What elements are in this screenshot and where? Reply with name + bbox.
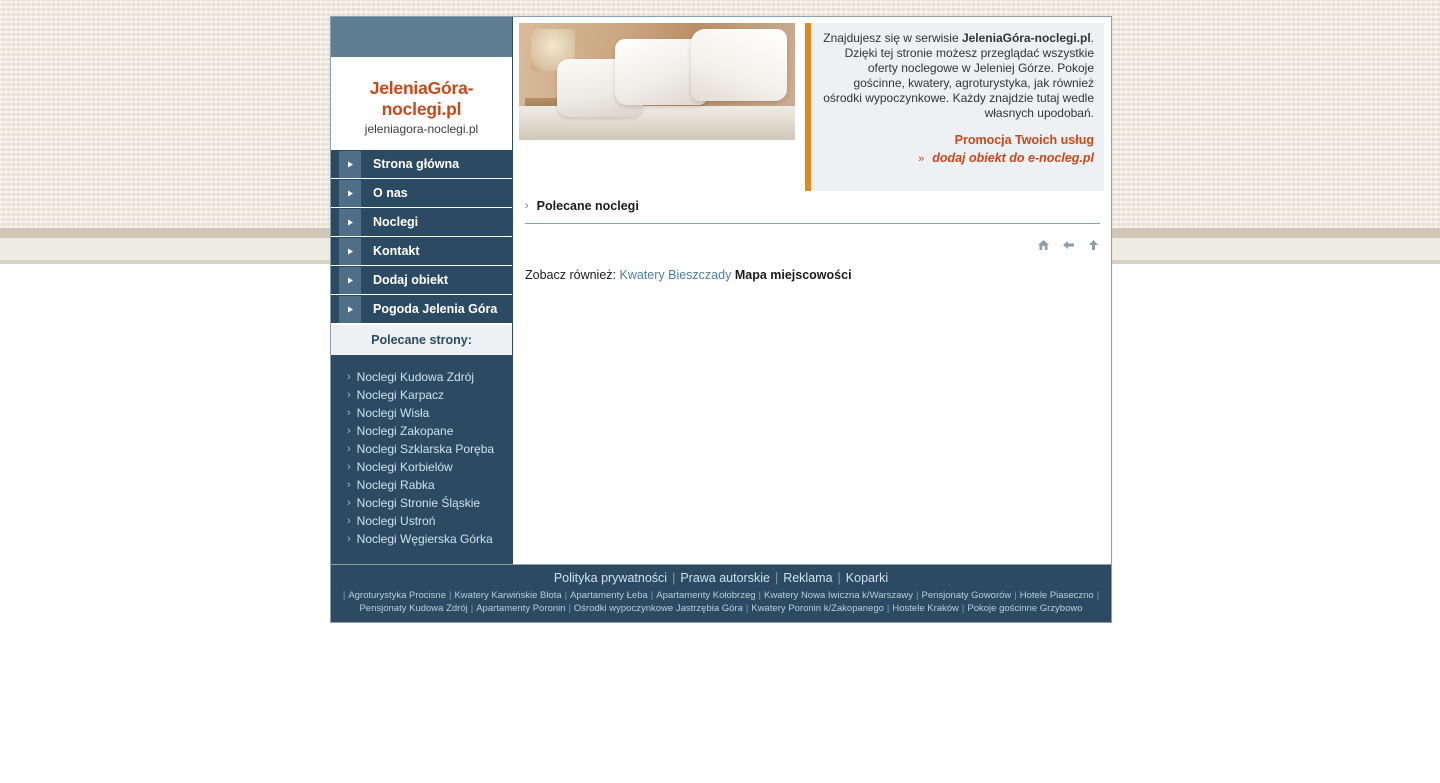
back-arrow-icon[interactable] <box>1062 239 1075 254</box>
list-item[interactable] <box>331 422 512 440</box>
list-item[interactable] <box>331 512 512 530</box>
footer-link-reklama[interactable]: Reklama <box>783 571 833 585</box>
footer-partner-link[interactable]: Apartamenty Kołobrzeg <box>656 590 756 601</box>
list-item[interactable] <box>331 386 512 404</box>
hero-photo-bedroom <box>519 23 795 140</box>
list-item[interactable] <box>331 530 512 548</box>
footer-link-koparki[interactable]: Koparki <box>845 571 889 585</box>
chevron-right-icon: › <box>347 533 351 545</box>
intro-paragraph <box>823 31 1094 121</box>
page-layout <box>331 17 1111 564</box>
footer-separator: | <box>342 590 346 601</box>
nav-item-o-nas[interactable] <box>331 179 512 208</box>
see-also-label: Zobacz również: <box>525 268 620 282</box>
footer-separator: | <box>774 571 779 585</box>
footer-partner-link[interactable]: Hotele Piaseczno <box>1019 590 1094 601</box>
chevron-right-icon: › <box>347 461 351 473</box>
photo-pillow-right <box>691 29 787 101</box>
see-also-link-mapa-miejscowosci[interactable]: Mapa miejscowości <box>734 268 852 282</box>
footer-link-polityka-prywatnosci[interactable]: Polityka prywatności <box>553 571 668 585</box>
nav-item-dodaj-obiekt[interactable] <box>331 266 512 295</box>
double-chevron-icon: » <box>918 153 925 165</box>
home-icon[interactable] <box>1037 239 1050 254</box>
list-item-label: Noclegi Ustroń <box>356 514 436 528</box>
chevron-right-icon: › <box>347 425 351 437</box>
promo-link-row <box>823 151 1094 165</box>
list-item-label: Noclegi Wisła <box>356 406 430 420</box>
footer-partner-link[interactable]: Pokoje gościnne Grzybowo <box>967 603 1083 614</box>
nav-item-pogoda[interactable] <box>331 295 512 324</box>
promo-title: Promocja Twoich usług <box>954 133 1094 147</box>
footer-partner-row-2 <box>331 602 1111 615</box>
list-item-label: Noclegi Węgierska Górka <box>356 532 493 546</box>
page-toolbar <box>525 236 1100 256</box>
see-also-link-kwatery-bieszczady[interactable]: Kwatery Bieszczady <box>619 268 732 282</box>
footer-partner-row-1 <box>331 589 1111 602</box>
footer-separator: | <box>916 590 919 601</box>
list-item-label: Noclegi Kudowa Zdrój <box>356 370 475 384</box>
list-item[interactable] <box>331 440 512 458</box>
footer-partner-link[interactable]: Apartamenty Łeba <box>570 590 648 601</box>
list-item[interactable] <box>331 404 512 422</box>
nav-item-kontakt[interactable] <box>331 237 512 266</box>
list-item-label: Noclegi Szklarska Poręba <box>356 442 495 456</box>
main-content <box>513 17 1110 564</box>
list-item-label: Noclegi Zakopane <box>356 424 454 438</box>
footer-separator: | <box>650 590 654 601</box>
footer-separator: | <box>470 603 474 614</box>
chevron-right-icon: › <box>347 443 351 455</box>
site-container <box>330 16 1112 623</box>
list-item[interactable] <box>331 368 512 386</box>
section-divider <box>525 223 1100 236</box>
list-item-label: Noclegi Karpacz <box>356 388 445 402</box>
section-title: Polecane noclegi <box>536 199 639 213</box>
section-header-recommended-lodging <box>525 199 1100 219</box>
footer-separator: | <box>672 571 676 585</box>
scroll-to-top-icon[interactable] <box>1087 239 1100 254</box>
content-spacer <box>513 282 1110 490</box>
chevron-right-icon: › <box>347 407 351 419</box>
nav-label: Dodaj obiekt <box>373 273 449 287</box>
footer-partner-link[interactable]: Pensjonaty Kudowa Zdrój <box>359 603 468 614</box>
nav-label: Kontakt <box>373 244 420 258</box>
recommended-links-list <box>331 356 512 564</box>
footer-partner-link[interactable]: Pensjonaty Goworów <box>921 590 1012 601</box>
chevron-right-icon: › <box>347 479 351 491</box>
brand-subtitle: jeleniagora-noclegi.pl <box>364 122 479 136</box>
list-item-label: Noclegi Stronie Śląskie <box>356 496 481 510</box>
add-object-link[interactable]: dodaj obiekt do e-nocleg.pl <box>932 151 1094 165</box>
footer <box>331 564 1111 622</box>
list-item-label: Noclegi Rabka <box>356 478 435 492</box>
chevron-right-icon: › <box>525 200 529 212</box>
footer-separator: | <box>758 590 761 601</box>
footer-separator: | <box>837 571 841 585</box>
brand-block <box>331 58 512 146</box>
nav-label: O nas <box>373 186 408 200</box>
footer-separator: | <box>449 590 452 601</box>
arrow-right-icon <box>339 151 361 178</box>
footer-separator: | <box>886 603 890 614</box>
footer-separator: | <box>568 603 571 614</box>
footer-separator: | <box>1096 590 1100 601</box>
sidebar <box>331 17 513 564</box>
brand-title: JeleniaGóra-noclegi.pl <box>369 78 474 119</box>
arrow-right-icon <box>339 267 361 294</box>
intro-brand-name: JeleniaGóra-noclegi.pl <box>961 31 1091 45</box>
footer-partner-link[interactable]: Hostele Kraków <box>892 603 959 614</box>
nav-item-strona-glowna[interactable] <box>331 150 512 179</box>
footer-partner-link[interactable]: Kwatery Nowa Iwiczna k/Warszawy <box>763 590 914 601</box>
list-item[interactable] <box>331 458 512 476</box>
footer-partner-link[interactable]: Kwatery Karwińskie Błota <box>454 590 562 601</box>
footer-separator: | <box>564 590 568 601</box>
logo-banner <box>331 17 512 58</box>
footer-link-prawa-autorskie[interactable]: Prawa autorskie <box>680 571 770 585</box>
footer-partner-link[interactable]: Ośrodki wypoczynkowe Jastrzębia Góra <box>573 603 743 614</box>
chevron-right-icon: › <box>347 497 351 509</box>
footer-separator: | <box>961 603 965 614</box>
see-also-row <box>525 268 1100 282</box>
footer-separator: | <box>745 603 749 614</box>
intro-info-box <box>805 23 1104 191</box>
intro-text-before: Znajdujesz się w serwisie <box>823 31 962 45</box>
arrow-right-icon <box>339 238 361 265</box>
list-item[interactable] <box>331 494 512 512</box>
arrow-right-icon <box>339 296 361 323</box>
arrow-right-icon <box>339 180 361 207</box>
nav-label: Pogoda Jelenia Góra <box>373 302 498 316</box>
arrow-right-icon <box>339 209 361 236</box>
footer-partner-link[interactable]: Apartamenty Poronin <box>476 603 566 614</box>
footer-partner-link[interactable]: Agroturystyka Procisne <box>348 590 446 601</box>
chevron-right-icon: › <box>347 371 351 383</box>
footer-partner-link[interactable]: Kwatery Poronin k/Zakopanego <box>751 603 884 614</box>
hero-row <box>513 17 1110 185</box>
nav-label: Noclegi <box>373 215 419 229</box>
footer-separator: | <box>1014 590 1017 601</box>
nav-item-noclegi[interactable] <box>331 208 512 237</box>
list-item[interactable] <box>331 476 512 494</box>
footer-main-links <box>331 571 1111 585</box>
recommended-sites-heading: Polecane strony: <box>331 324 512 356</box>
chevron-right-icon: › <box>347 389 351 401</box>
chevron-right-icon: › <box>347 515 351 527</box>
list-item-label: Noclegi Korbielów <box>356 460 453 474</box>
main-navigation <box>331 150 512 324</box>
intro-text-after: . Dzięki tej stronie możesz przeglądać wszystkie oferty noclegowe w Jeleniej Górze. Pokoje gościnne, kwatery, agroturystyka, jak również ośrodki wypoczynkowe. Każdy znajdzie tutaj wedle własnych upodobań. <box>823 31 1094 120</box>
nav-label: Strona główna <box>373 157 460 171</box>
